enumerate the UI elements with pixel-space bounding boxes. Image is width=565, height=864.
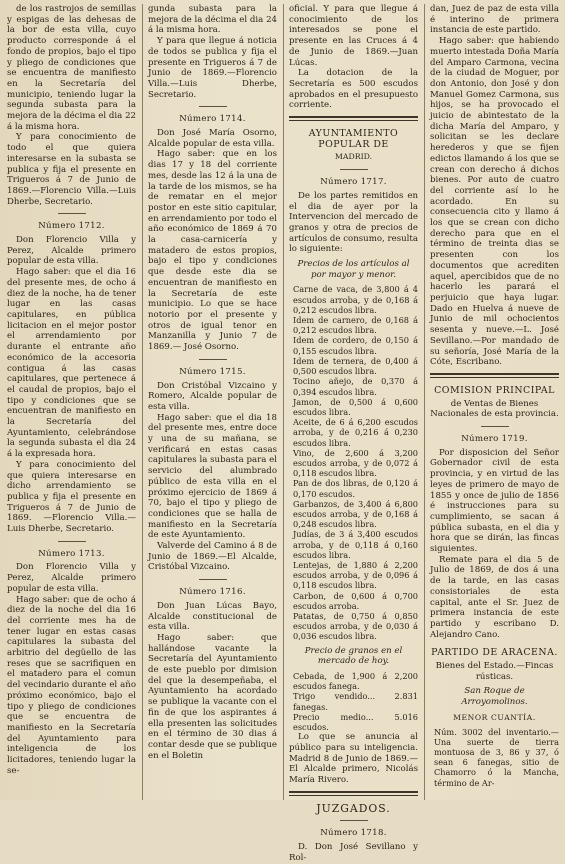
notice-paragraph: Hago saber: que el dia 18 del presente mes, entre doce y una de su mañana, se verificará en estas casas capitulares la subasta para el servicio del alumbrado público de esta villa en el próximo ejercicio de 1869 á 70, bajo el tipo y pliego de condiciones que se halla de manifiesto en la Secretaría de este Ayuntamiento. bbox=[148, 412, 277, 541]
notice-paragraph: Don Florencio Villa y Perez, Alcalde primero popular de esta villa. bbox=[7, 235, 136, 267]
notice-paragraph: Hago saber: que habiendo muerto intestada Doña María del Amparo Carmona, vecina de la ciudad de Moguer, por don Antonio, don José y don Manuel Gomez Carmona, sus hijos, se ha provocado el juicio de abintestato de la dicha María del Amparo, y solicitan se les declare herederos y que se fijen edictos llamando á los que se crean con derecho á dichos bienes. Por auto de cuatro del corriente así lo he acordado. En su consecuencia cito y llamo á los que se crean con dicho derecho para que en el término de treinta dias se presenten con los documentos que acrediten aquel, apercibidos que de no hacerlo les parará el perjuicio que haya lugar. Dado en Huelva á nueve de Junio de mil ochocientos sesenta y nueve.—L. José Sevillano.—Por mandado de su señoría, José María de la Cóte, Escribano. bbox=[430, 36, 559, 368]
category-label: MENOR CUANTÍA. bbox=[453, 712, 536, 722]
notice-paragraph: Y para conocimiento del que quiera interesarse en dicho arrendamiento se publica y fija el presente en Trigueros á 7 de Junio de 1869. —Florencio Villa.—Luis Dherbe, Secretario. bbox=[7, 459, 136, 535]
price-line: Lentejas, de 1,880 á 2,200 escudos arroba, y de 0,096 á 0,118 escudos libra. bbox=[293, 559, 418, 591]
notice-number: Número 1714. bbox=[179, 114, 246, 125]
section-heading: JUZGADOS. bbox=[316, 801, 391, 815]
notice-rule bbox=[199, 106, 227, 107]
notice-rule bbox=[199, 359, 227, 360]
notice-paragraph: de Ventas de Bienes Nacionales de esta provincia. bbox=[430, 398, 559, 420]
notice-number: Número 1716. bbox=[179, 587, 246, 598]
notice-rule bbox=[340, 820, 368, 821]
notice-number: Número 1719. bbox=[461, 434, 528, 445]
notice-number: Número 1713. bbox=[38, 548, 105, 559]
section-divider bbox=[289, 791, 418, 796]
notice-rule bbox=[340, 169, 368, 170]
price-line: Tocino añejo, de 0,370 á 0,394 escudos libra. bbox=[293, 376, 418, 397]
notice-paragraph: de los rastrojos de semillas y espigas de las dehesas de la bor de esta villa, cuyo producto corresponde á el fondo de propios, bajo el tipo y pliego de condiciones que se encuentra de manifiesto en la Secretaría del municipio, teniendo lugar la segunda subasta para la mejora de la décima el dia 22 á la misma hora. bbox=[7, 4, 136, 132]
price-line: Precio medio... 5.016 escudos. bbox=[293, 711, 418, 732]
column-4 bbox=[424, 4, 559, 800]
notice-paragraph: Remate para el dia 5 de Julio de 1869, de dos á una de la tarde, en las casas consistoriales de esta capital, ante el Sr. Juez de primera instancia de este partido y escribano D. Alejandro Cano. bbox=[430, 554, 559, 640]
column-1 bbox=[7, 4, 136, 800]
italic-subheading: Precios de los artículos al por mayor y menor. bbox=[297, 259, 410, 280]
price-line: Idem de ternera, de 0,400 á 0,500 escudos libra. bbox=[293, 355, 418, 377]
notice-paragraph: De los partes remitidos en el dia de ayer por la Intervencion del mercado de granos y otra de precios de artículos de consumo, resulta lo siguiente: bbox=[289, 190, 418, 255]
price-line: Garbanzos, de 3,400 á 6,800 escudos arroba, y de 0,168 á 0,248 escudos libra. bbox=[293, 498, 418, 530]
notice-paragraph: Valverde del Camino á 8 de Junio de 1869.—El Alcalde, Cristóbal Vizcaino. bbox=[148, 541, 277, 573]
price-line: Carne de vaca, de 3,800 á 4 escudos arroba, y de 0,168 á 0,212 escudos libra. bbox=[293, 284, 418, 315]
price-line: Judías, de 3 á 3,400 escudos arroba, y de 0,118 á 0,160 escudos libra. bbox=[293, 529, 418, 560]
notice-paragraph: Don Cristóbal Vizcaino y Romero, Alcalde popular de esta villa. bbox=[148, 380, 277, 412]
notice-number: Número 1718. bbox=[320, 828, 387, 839]
price-line: Vino, de 2,600 á 3,200 escudos arroba, y de 0,072 á 0,118 escudos libra. bbox=[293, 447, 418, 479]
price-line: Patatas, de 0,750 á 0,850 escudos arroba, y de 0,030 á 0,036 escudos libra. bbox=[293, 610, 418, 642]
section-divider bbox=[430, 373, 559, 378]
column-2 bbox=[142, 4, 277, 800]
section-heading: PARTIDO DE ARACENA. bbox=[431, 647, 558, 659]
italic-subheading: Precio de granos en el mercado de hoy. bbox=[304, 645, 403, 667]
section-heading: AYUNTAMIENTO POPULAR DE bbox=[308, 128, 399, 150]
price-line: Núm. 3002 del inventario.—Una suerte de tierra montuosa de 3, 86 y 37, ó sean 6 fanegas, sitio de Chamorro ó la Mancha, término de Ar- bbox=[434, 726, 559, 788]
notice-paragraph: Bienes del Estado.—Fincas rústicas. bbox=[435, 661, 554, 682]
notice-number: Número 1715. bbox=[179, 366, 246, 377]
column-3 bbox=[283, 4, 418, 863]
notice-paragraph: Y para que llegue á noticia de todos se publica y fija el presente en Trigueros á 7 de Junio de 1869.—Florencio Villa.—Luis Dherbe, Secretario. bbox=[148, 36, 277, 100]
notice-paragraph: gunda subasta para la mejora de la décima el dia 24 á la misma hora. bbox=[148, 4, 277, 36]
section-divider bbox=[289, 116, 418, 121]
notice-rule bbox=[481, 426, 509, 427]
notice-number: Número 1717. bbox=[320, 177, 387, 188]
price-line: Idem de carnero, de 0,168 á 0,212 escudos libra. bbox=[293, 315, 418, 336]
italic-subheading: San Roque de Arroyomolinos. bbox=[461, 686, 528, 708]
notice-paragraph: Don Florencio Villa y Perez, Alcalde primero popular de esta villa. bbox=[7, 562, 136, 594]
notice-paragraph: La dotacion de la Secretaría es 500 escudos aprobados en el presupuesto corriente. bbox=[289, 68, 418, 111]
notice-paragraph: dan, Juez de paz de esta villa é interino de primera instancia de este partido. bbox=[430, 4, 559, 36]
notice-paragraph: Y para conocimiento de todo el que quiera interesarse en la subasta se publica y fija el presente en Trigueros á 7 de Junio de 1869.—Florencio Villa.—Luis Dherbe, Secretario. bbox=[7, 132, 136, 207]
price-line: Idem de cordero, de 0,150 á 0,155 escudos libra. bbox=[293, 335, 418, 356]
notice-paragraph: Hago saber: que de ocho á diez de la noche del dia 16 del corriente mes ha de tener lugar en estas casas capitulares la subasta del arbitrio del degüello de las reses que se sacrifiquen en el matadero para el comun del vecindario durante el año próximo económico, bajo el tipo y pliego de condiciones que se encuentra de manifiesto en la Secretaría del Ayuntamiento para inteligencia de los licitadores, teniendo lugar la se- bbox=[7, 594, 136, 776]
notice-paragraph: Don José María Osorno, Alcalde popular de esta villa. bbox=[148, 128, 277, 149]
price-line: Cebada, de 1,900 á 2,200 escudos fanega. bbox=[293, 670, 418, 692]
notice-rule bbox=[58, 541, 86, 542]
price-line: Aceite, de 6 á 6,200 escudos arroba, y de 0,216 á 0,230 escudos libra. bbox=[293, 417, 418, 448]
notice-rule bbox=[199, 579, 227, 580]
notice-paragraph: oficial. Y para que llegue á conocimiento de los interesados se pone el presente en las Cruces á 4 de Junio de 1869.—Juan Lúcas. bbox=[289, 4, 418, 68]
section-heading: COMISION PRINCIPAL bbox=[434, 384, 555, 396]
notice-paragraph: Lo que se anuncia al público para su inteligencia. Madrid 8 de Junio de 1869.—El Alcalde primero, Nicolás María Rivero. bbox=[289, 732, 418, 786]
price-line: Carbon, de 0,600 á 0,700 escudos arroba. bbox=[293, 590, 418, 611]
price-line: Jamon, de 0,500 á 0,600 escudos libra. bbox=[293, 396, 418, 417]
notice-rule bbox=[58, 213, 86, 214]
notice-paragraph: D. Don José Sevillano y Rol- bbox=[289, 842, 418, 863]
section-subheading: MADRID. bbox=[334, 152, 373, 162]
notice-paragraph: Hago saber: que hallándose vacante la Secretaría del Ayuntamiento de este pueblo por dimision del que la desempeñaba, el Ayuntamiento ha acordado se publique la vacante con el fin de que los aspirantes á ella presenten las solicitudes en el término de 30 dias á contar desde que se publique en el Boletin bbox=[148, 632, 277, 761]
notice-paragraph: Por disposicion del Señor Gobernador civil de esta provincia, y en virtud de las leyes de primero de mayo de 1855 y once de julio de 1856 é instrucciones para su cumplimiento, se sacan á pública subasta, en el dia y hora que se dirán, las fincas siguientes. bbox=[430, 447, 559, 555]
notice-number: Número 1712. bbox=[38, 221, 105, 232]
notice-paragraph: Hago saber: que el dia 16 del presente mes, de ocho á diez de la noche, ha de tener lugar en las casas capitulares, en pública licitacion en el mejor postor el arrendamiento por durante el entrante año económico de la accesoria contigua á las casas capitulares, que pertenece á el caudal de propios, bajo el tipo y condiciones que se encuentran de manifiesto en la Secretaría del Ayuntamiento, celebrándose la segunda subasta el dia 24 á la expresada hora. bbox=[7, 267, 136, 460]
price-line: Pan de dos libras, de 0,120 á 0,170 escudos. bbox=[293, 478, 418, 499]
notice-paragraph: Hago saber: que en los dias 17 y 18 del corriente mes, desde las 12 á la una de la tarde de los mismos, se ha de rematar en el mejor postor en este sitio capitular, en arrendamiento por todo el año económico de 1869 á 70 la casa-carnicería y matadero de estos propios, bajo el tipo y condiciones que desde este dia se encuentran de manifiesto en la Secretaría de este municipio. Lo que se hace notorio por el presente y otros de igual tenor en Manzanilla y Junio 7 de 1869.— José Osorno. bbox=[148, 149, 277, 353]
price-line: Trigo vendido... 2.831 fanegas. bbox=[293, 691, 418, 712]
notice-paragraph: Don Juan Lúcas Bayo, Alcalde constitucional de esta villa. bbox=[148, 600, 277, 633]
